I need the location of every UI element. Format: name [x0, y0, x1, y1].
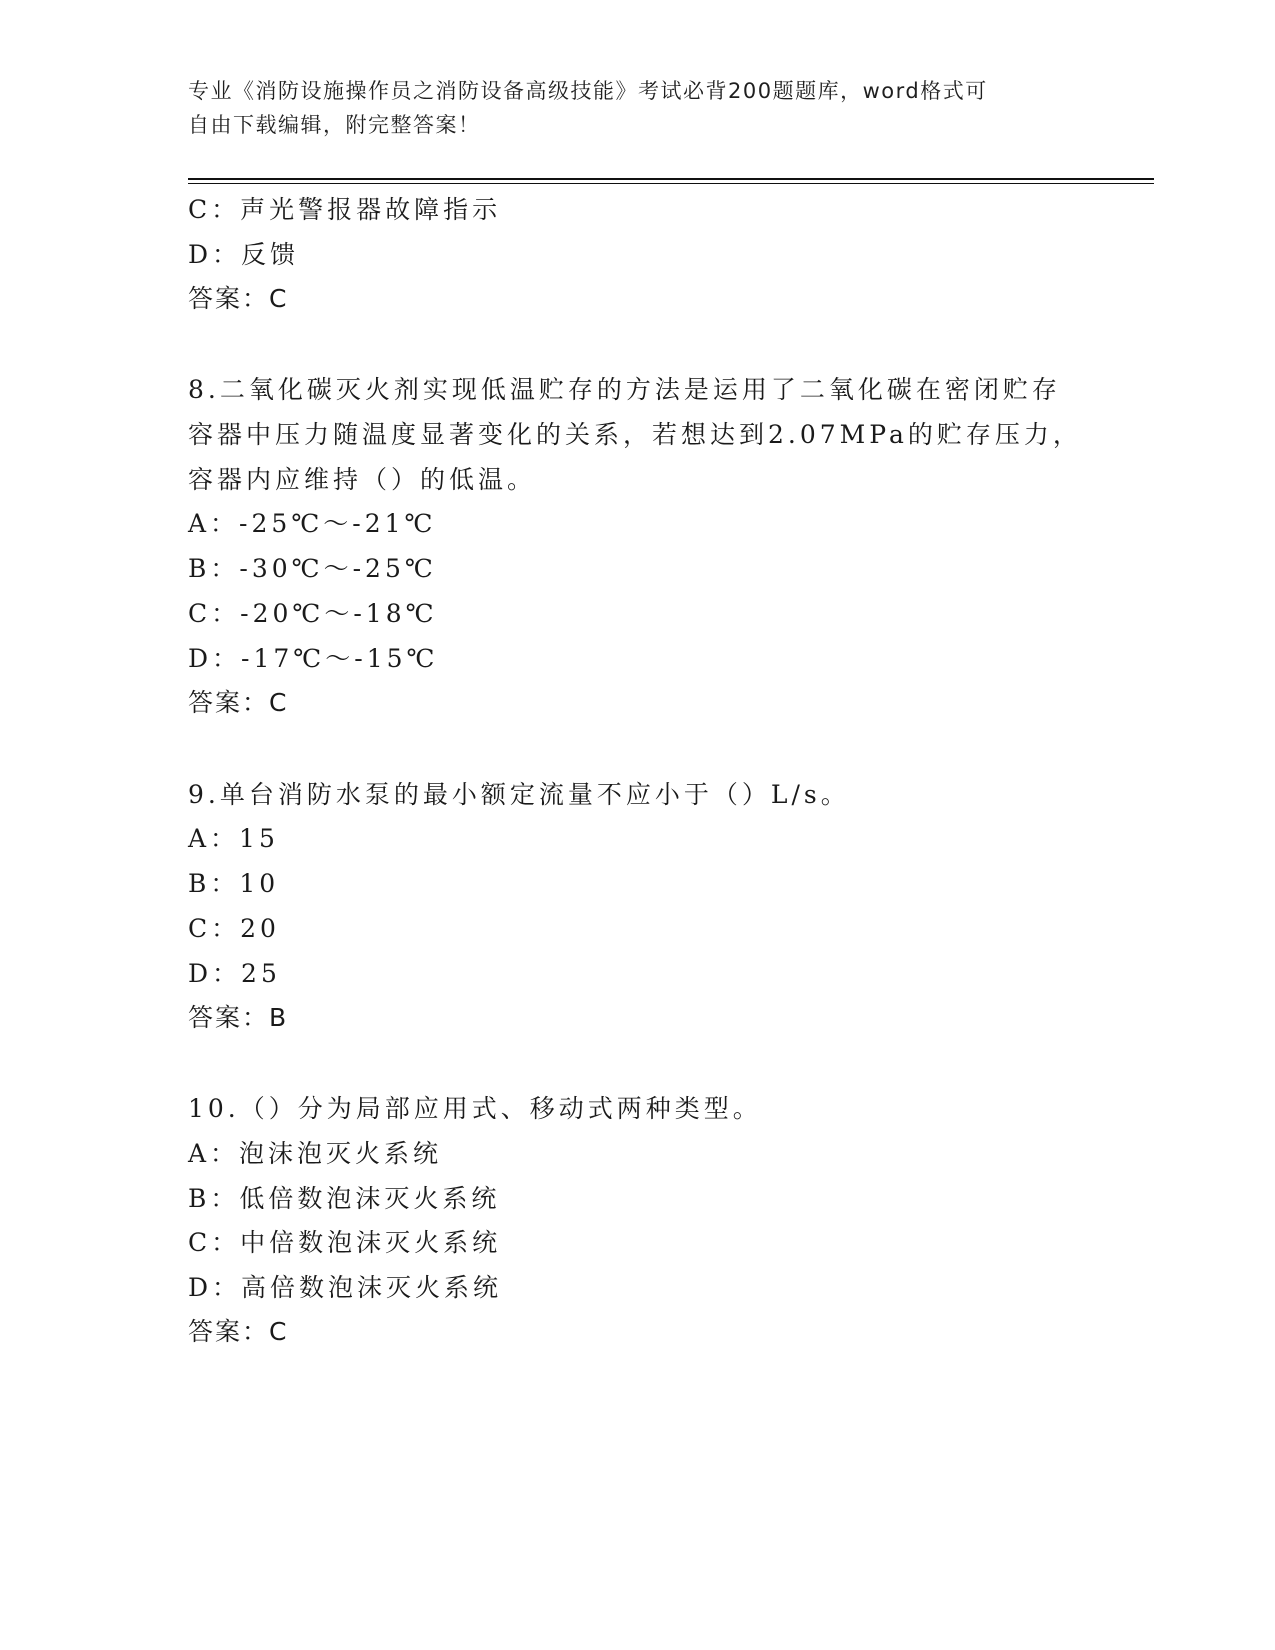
document-header — [188, 74, 1068, 142]
question-8-line-2: 容器中压力随温度显著变化的关系，若想达到2.07MPa的贮存压力， — [188, 420, 1082, 449]
question-8-line-1: 8.二氧化碳灭火剂实现低温贮存的方法是运用了二氧化碳在密闭贮存 — [188, 375, 1061, 404]
question-8-answer: 答案：C — [188, 688, 289, 717]
question-10-option-a: A：泡沫泡灭火系统 — [188, 1139, 443, 1168]
question-9-option-b: B：10 — [188, 869, 280, 898]
question-9-answer: 答案：B — [188, 1003, 289, 1032]
question-8-option-b: B：-30℃～-25℃ — [188, 554, 437, 583]
question-10-option-d: D：高倍数泡沫灭火系统 — [188, 1273, 503, 1302]
question-9-option-c: C：20 — [188, 914, 280, 943]
option-c-prev: C：声光警报器故障指示 — [188, 195, 502, 224]
question-10-option-c: C：中倍数泡沫灭火系统 — [188, 1228, 502, 1257]
question-9-line-1: 9.单台消防水泵的最小额定流量不应小于（）L/s。 — [188, 780, 850, 809]
question-9-option-d: D：25 — [188, 959, 281, 988]
question-10-line-1: 10.（）分为局部应用式、移动式两种类型。 — [188, 1094, 762, 1123]
question-8-option-c: C：-20℃～-18℃ — [188, 599, 438, 628]
header-line-1: 专业《消防设施操作员之消防设备高级技能》考试必背200题题库，word格式可 — [188, 79, 988, 103]
question-10-answer: 答案：C — [188, 1317, 289, 1346]
question-9-option-a: A：15 — [188, 824, 279, 853]
question-10-option-b: B：低倍数泡沫灭火系统 — [188, 1184, 501, 1213]
question-8-option-d: D：-17℃～-15℃ — [188, 644, 439, 673]
header-divider-thin — [188, 183, 1154, 184]
header-divider-thick — [188, 178, 1154, 180]
option-d-prev: D：反馈 — [188, 240, 300, 269]
question-8-option-a: A：-25℃～-21℃ — [188, 509, 437, 538]
question-8-line-3: 容器内应维持（）的低温。 — [188, 465, 537, 494]
header-line-2: 自由下载编辑，附完整答案！ — [188, 113, 481, 137]
answer-prev: 答案：C — [188, 284, 289, 313]
